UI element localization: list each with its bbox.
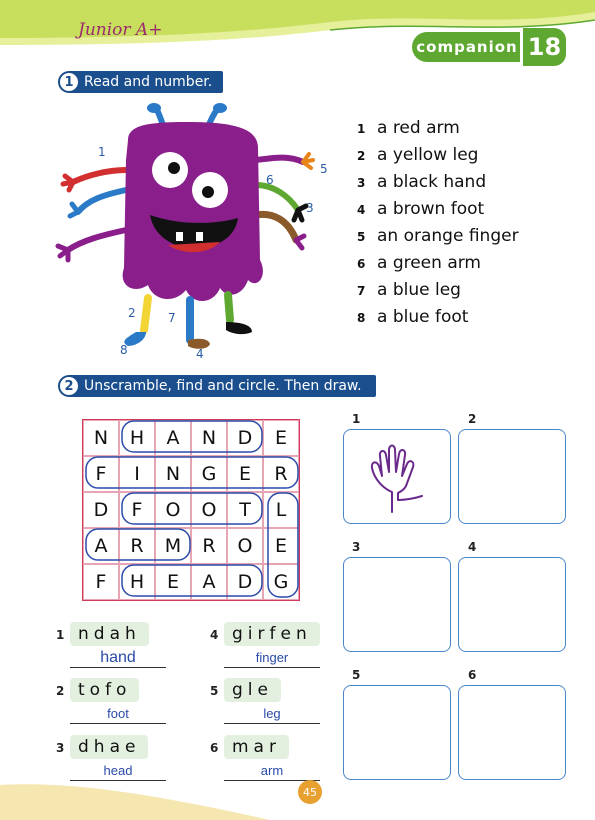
unit-number: 18 — [520, 28, 566, 66]
grid-cell[interactable]: F — [83, 456, 119, 492]
grid-cell[interactable]: L — [263, 492, 299, 528]
grid-cell[interactable]: A — [191, 564, 227, 600]
answer-line[interactable]: hand — [70, 648, 166, 668]
grid-cell[interactable]: D — [227, 420, 263, 456]
draw-box-number: 4 — [468, 540, 477, 554]
section-2-header — [58, 375, 376, 397]
draw-box-5[interactable] — [343, 685, 451, 780]
grid-cell[interactable]: N — [83, 420, 119, 456]
grid-cell[interactable]: G — [191, 456, 227, 492]
list-item: 3 a black hand — [357, 172, 487, 192]
grid-cell[interactable]: F — [83, 564, 119, 600]
grid-cell[interactable]: E — [263, 528, 299, 564]
draw-box-number: 6 — [468, 668, 477, 682]
monster-label-7: 7 — [168, 311, 176, 325]
draw-box-number: 2 — [468, 412, 477, 426]
grid-cell[interactable]: A — [83, 528, 119, 564]
sentence-list — [357, 118, 519, 334]
monster-label-8: 8 — [120, 343, 128, 357]
grid-cell[interactable]: R — [191, 528, 227, 564]
section-1-number: 1 — [60, 73, 78, 91]
grid-cell[interactable]: G — [263, 564, 299, 600]
monster-label-4: 4 — [196, 347, 204, 361]
grid-cell[interactable]: I — [119, 456, 155, 492]
grid-cell[interactable]: A — [155, 420, 191, 456]
list-item: 2 a yellow leg — [357, 145, 479, 165]
word-search — [82, 419, 302, 601]
grid-cell[interactable]: H — [119, 564, 155, 600]
grid-cell[interactable]: O — [155, 492, 191, 528]
draw-box-6[interactable] — [458, 685, 566, 780]
draw-box-4[interactable] — [458, 557, 566, 652]
draw-box-3[interactable] — [343, 557, 451, 652]
scramble-item-2: 2 tofo foot — [56, 678, 196, 728]
grid-cell[interactable]: D — [83, 492, 119, 528]
grid-cell[interactable]: N — [191, 420, 227, 456]
grid-cell[interactable]: E — [155, 564, 191, 600]
scramble-item-4: 4 girfen finger — [210, 622, 350, 672]
list-item: 6 a green arm — [357, 253, 481, 273]
list-item: 5 an orange finger — [357, 226, 519, 246]
grid-cell[interactable]: F — [119, 492, 155, 528]
scramble-item-3: 3 dhae head — [56, 735, 196, 785]
grid-cell[interactable]: R — [263, 456, 299, 492]
draw-box-number: 1 — [352, 412, 361, 426]
monster-label-2: 2 — [128, 306, 136, 320]
monster-label-5: 5 — [320, 162, 328, 176]
section-1-title: Read and number. — [84, 74, 213, 90]
answer-line[interactable]: arm — [224, 761, 320, 781]
list-item: 1 a red arm — [357, 118, 460, 138]
scramble-item-5: 5 gle leg — [210, 678, 350, 728]
companion-badge: companion — [412, 32, 522, 62]
brand-logo: Junior A+ — [78, 20, 163, 40]
monster-label-1: 1 — [98, 145, 106, 159]
section-2-number: 2 — [60, 377, 78, 395]
draw-box-number: 5 — [352, 668, 361, 682]
answer-line[interactable]: foot — [70, 704, 166, 724]
answer-line[interactable]: leg — [224, 704, 320, 724]
grid-cell[interactable]: O — [227, 528, 263, 564]
draw-box-2[interactable] — [458, 429, 566, 524]
section-1-header — [58, 71, 223, 93]
grid-cell[interactable]: R — [119, 528, 155, 564]
grid-cell[interactable]: E — [263, 420, 299, 456]
grid-cell[interactable]: D — [227, 564, 263, 600]
hand-drawing — [344, 430, 452, 525]
list-item: 4 a brown foot — [357, 199, 485, 219]
grid-cell[interactable]: T — [227, 492, 263, 528]
list-item: 8 a blue foot — [357, 307, 469, 327]
monster-label-3: 3 — [306, 201, 314, 215]
scramble-item-6: 6 mar arm — [210, 735, 350, 785]
answer-line[interactable]: finger — [224, 648, 320, 668]
monster-label-6: 6 — [266, 173, 274, 187]
page-number: 45 — [298, 780, 322, 804]
scramble-item-1: 1 ndah hand — [56, 622, 196, 672]
draw-box-1[interactable] — [343, 429, 451, 524]
monster-illustration — [48, 100, 348, 365]
grid-cell[interactable]: E — [227, 456, 263, 492]
grid-cell[interactable]: M — [155, 528, 191, 564]
section-2-title: Unscramble, find and circle. Then draw. — [84, 378, 362, 394]
grid-cell[interactable]: O — [191, 492, 227, 528]
grid-cell[interactable]: H — [119, 420, 155, 456]
draw-box-number: 3 — [352, 540, 361, 554]
grid-cell[interactable]: N — [155, 456, 191, 492]
word-search-grid — [82, 419, 300, 601]
answer-line[interactable]: head — [70, 761, 166, 781]
list-item: 7 a blue leg — [357, 280, 461, 300]
